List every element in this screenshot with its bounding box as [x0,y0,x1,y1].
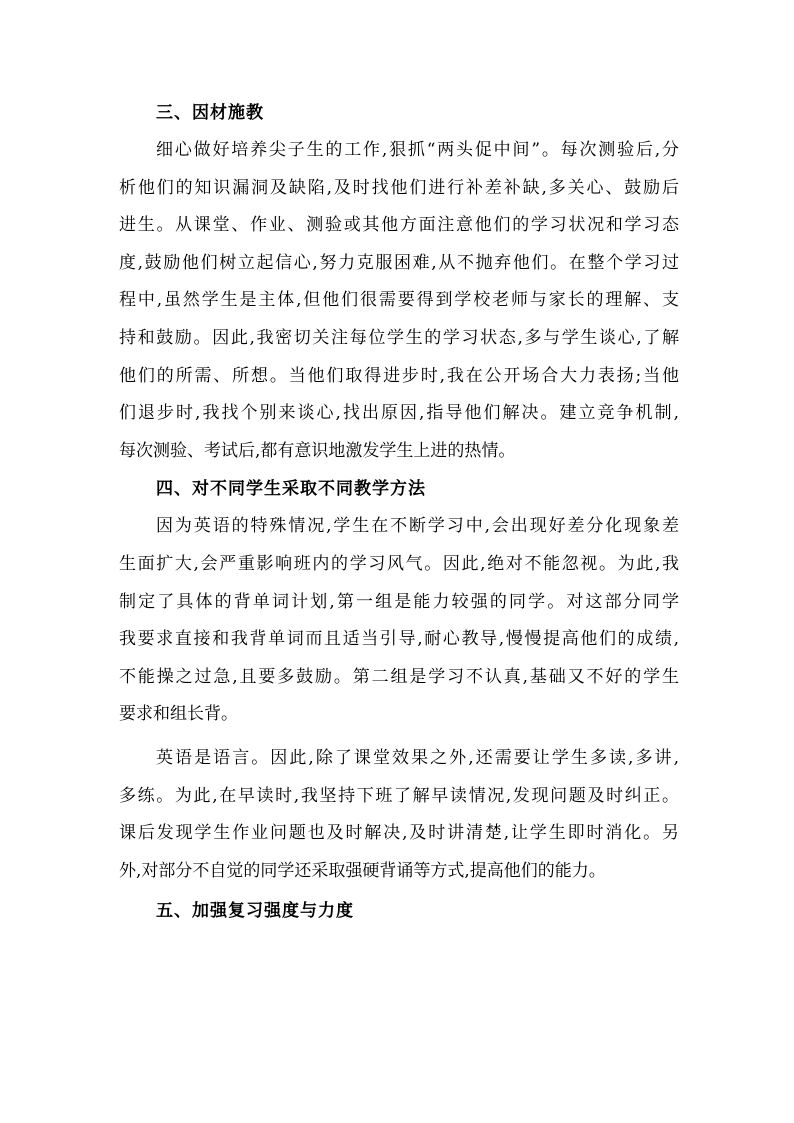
body-paragraph [119,740,679,890]
text-line: 度,鼓励他们树立起信心,努力克服困难,从不抛弃他们。在整个学习过 [119,252,679,273]
text-line: 英语是语言。因此,除了课堂效果之外,还需要让学生多读,多讲, [156,747,679,768]
text-line: 多练。为此,在早读时,我坚持下班了解早读情况,发现问题及时纠正。 [119,785,679,806]
text-line: 制定了具体的背单词计划,第一组是能力较强的同学。对这部分同学 [119,591,679,612]
text-line: 他们的所需、所想。当他们取得进步时,我在公开场合大力表扬;当他 [119,365,679,386]
text-line: 们退步时,我找个别来谈心,找出原因,指导他们解决。建立竞争机制, [119,403,679,424]
text-line: 要求和组长背。 [119,704,238,725]
text-line: 进生。从课堂、作业、测验或其他方面注意他们的学习状况和学习态 [119,215,679,236]
section-heading: 五、加强复习强度与力度 [156,901,354,922]
section-heading: 三、因材施教 [156,103,264,123]
body-paragraph [119,132,679,470]
text-line: 我要求直接和我背单词而且适当引导,耐心教导,慢慢提高他们的成绩, [119,629,679,650]
text-line: 外,对部分不自觉的同学还采取强硬背诵等方式,提高他们的能力。 [119,860,606,881]
text-line: 析他们的知识漏洞及缺陷,及时找他们进行补差补缺,多关心、鼓励后 [119,177,679,198]
text-line: 持和鼓励。因此,我密切关注每位学生的学习状态,多与学生谈心,了解 [119,327,679,348]
body-paragraph [119,508,679,734]
text-line: 生面扩大,会严重影响班内的学习风气。因此,绝对不能忽视。为此,我 [119,553,679,574]
text-line: 细心做好培养尖子生的工作,狠抓“两头促中间”。每次测验后,分 [156,140,679,160]
section-heading: 四、对不同学生采取不同教学方法 [156,479,426,500]
text-line: 每次测验、考试后,都有意识地激发学生上进的热情。 [119,440,516,461]
text-line: 课后发现学生作业问题也及时解决,及时讲清楚,让学生即时消化。另 [119,823,679,844]
text-line: 因为英语的特殊情况,学生在不断学习中,会出现好差分化现象差 [156,516,679,537]
document-body [119,94,679,930]
text-line: 程中,虽然学生是主体,但他们很需要得到学校老师与家长的理解、支 [119,290,679,311]
text-line: 不能操之过急,且要多鼓励。第二组是学习不认真,基础又不好的学生 [119,666,679,687]
